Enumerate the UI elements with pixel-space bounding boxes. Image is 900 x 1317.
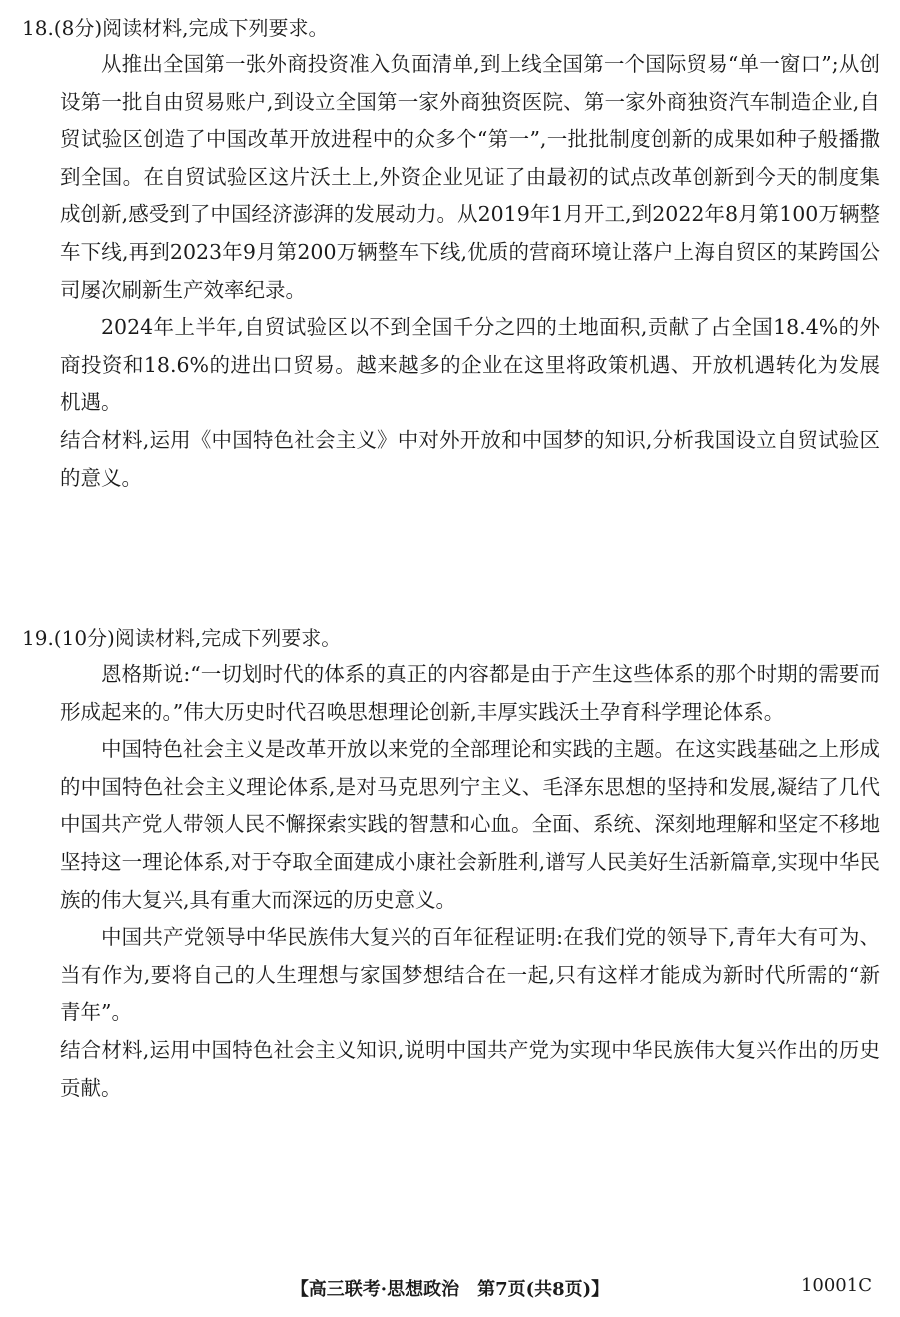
question-19-material-1: 恩格斯说:“一切划时代的体系的真正的内容都是由于产生这些体系的那个时期的需要而形成起来的。”伟大历史时代召唤思想理论创新,丰厚实践沃土孕育科学理论体系。 — [60, 662, 880, 724]
question-18-header: 18.(8分)阅读材料,完成下列要求。 — [22, 16, 329, 40]
footer-paper-code: 10001C — [800, 1275, 872, 1296]
question-19-header: 19.(10分)阅读材料,完成下列要求。 — [22, 626, 342, 650]
question-18-material-1: 从推出全国第一张外商投资准入负面清单,到上线全国第一个国际贸易“单一窗口”;从创设第一批自由贸易账户,到设立全国第一家外商独资医院、第一家外商独资汽车制造企业,自贸试验区创造了中国改革开放进程中的众多个“第一”,一批批制度创新的成果如种子般播撒到全国。在自贸试验区这片沃土上,外资企业见证了由最初的试点改革创新到今天的制度集成创新,感受到了中国经济澎湃的发展动力。从2019年1月开工,到2022年8月第100万辆整车下线,再到2023年9月第200万辆整车下线,优质的营商环境让落户上海自贸区的某跨国公司屡次刷新生产效率纪录。 — [60, 52, 880, 302]
question-19-material-2: 中国特色社会主义是改革开放以来党的全部理论和实践的主题。在这实践基础之上形成的中国特色社会主义理论体系,是对马克思列宁主义、毛泽东思想的坚持和发展,凝结了几代中国共产党人带领人民不懈探索实践的智慧和心血。全面、系统、深刻地理解和坚定不移地坚持这一理论体系,对于夺取全面建成小康社会新胜利,谱写人民美好生活新篇章,实现中华民族的伟大复兴,具有重大而深远的历史意义。 — [60, 737, 880, 912]
footer-exam-label: 【高三联考·思想政治 第7页(共8页)】 — [290, 1279, 610, 1300]
question-19 — [22, 620, 880, 1107]
question-18 — [22, 10, 880, 497]
question-18-material-2: 2024年上半年,自贸试验区以不到全国千分之四的土地面积,贡献了占全国18.4%的外商投资和18.6%的进出口贸易。越来越多的企业在这里将政策机遇、开放机遇转化为发展机遇。 — [60, 315, 880, 415]
question-19-task: 结合材料,运用中国特色社会主义知识,说明中国共产党为实现中华民族伟大复兴作出的历史贡献。 — [60, 1037, 880, 1100]
question-19-material-3: 中国共产党领导中华民族伟大复兴的百年征程证明:在我们党的领导下,青年大有可为、当有作为,要将自己的人生理想与家国梦想结合在一起,只有这样才能成为新时代所需的“新青年”。 — [60, 925, 880, 1025]
question-18-task: 结合材料,运用《中国特色社会主义》中对外开放和中国梦的知识,分析我国设立自贸试验区的意义。 — [60, 427, 880, 490]
page-footer — [0, 1275, 900, 1305]
